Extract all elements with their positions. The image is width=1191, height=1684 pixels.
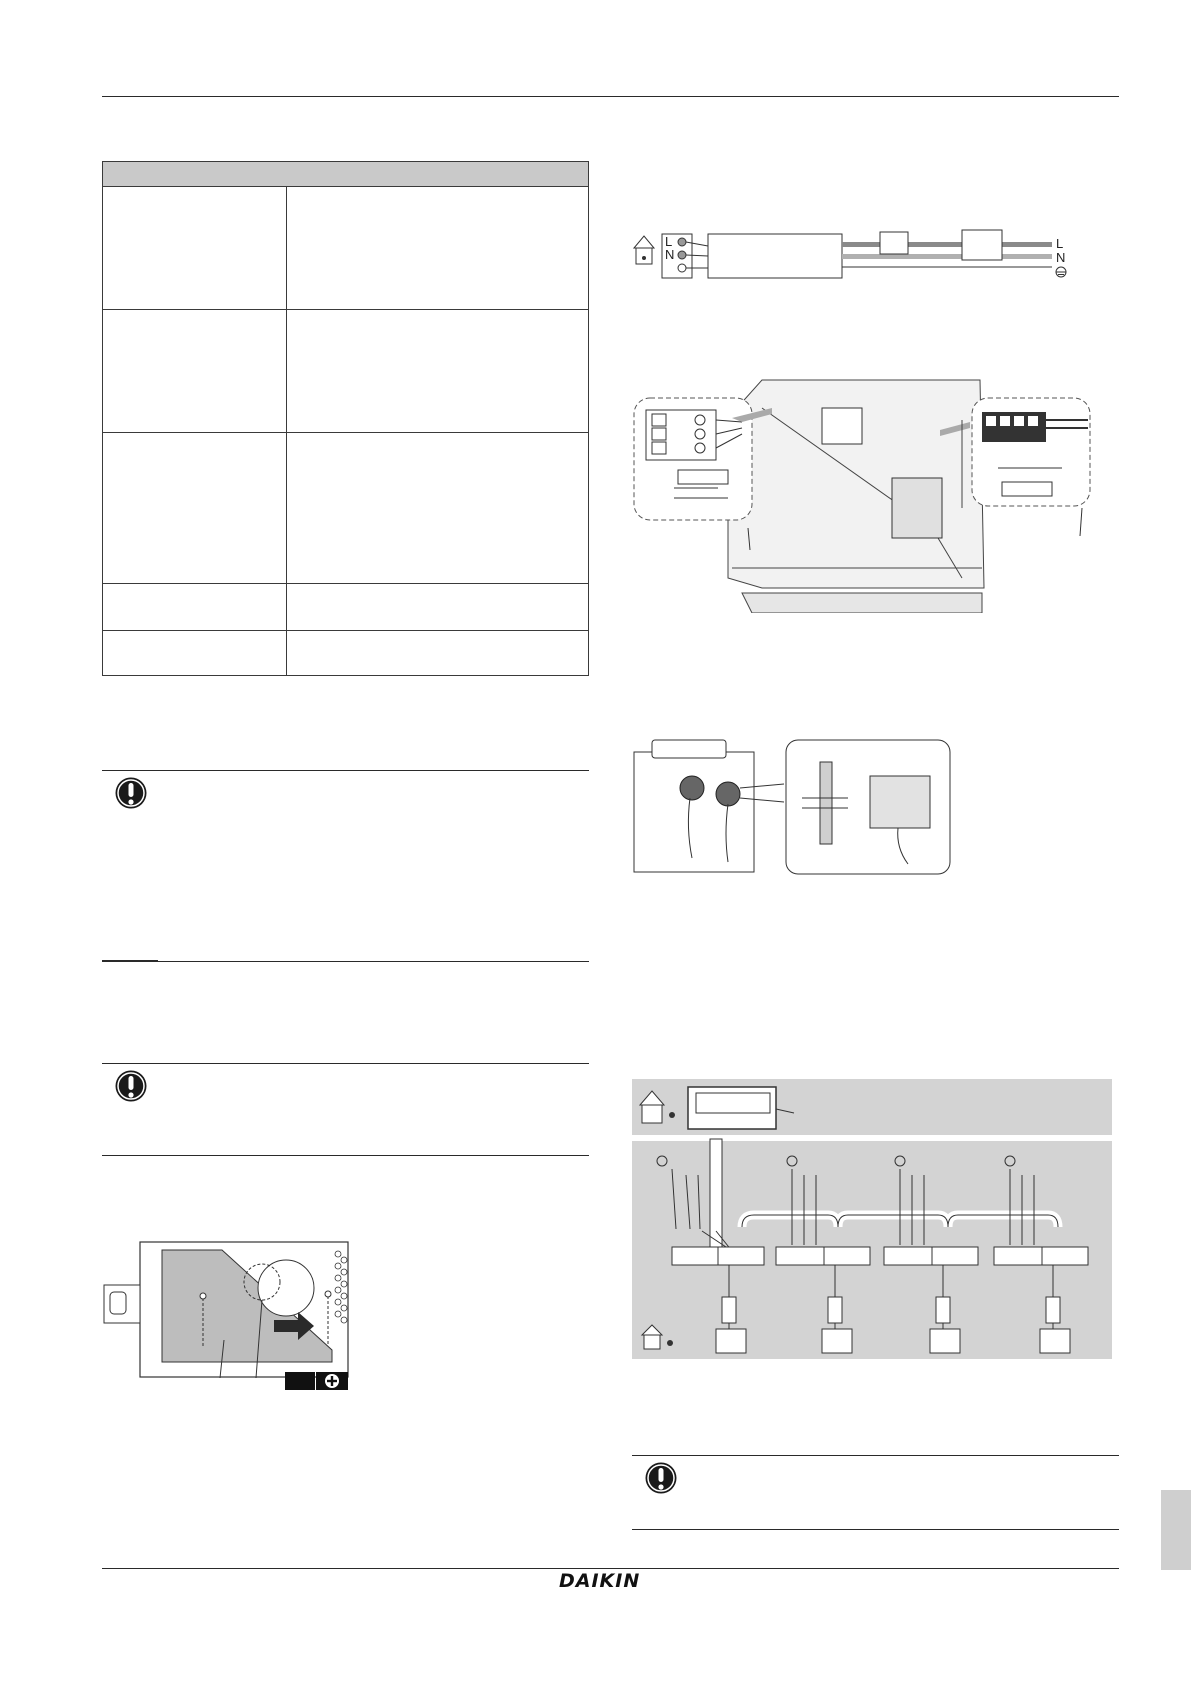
notice-rule: [102, 770, 589, 771]
table-row: [103, 631, 589, 676]
brand-logo: DAIKIN: [559, 1570, 641, 1592]
table-header-row: [103, 162, 589, 187]
live-label: L: [1056, 236, 1064, 251]
footer-rule: [102, 1568, 1119, 1569]
svg-text:L: L: [665, 234, 673, 249]
interconnection-diagram: [632, 1079, 1112, 1359]
exclamation-circle-icon: [644, 1461, 678, 1495]
header-rule: [102, 96, 1119, 97]
spec-table: [102, 161, 589, 676]
table-row: [103, 310, 589, 433]
exclamation-circle-icon: [114, 1069, 148, 1103]
terminal-detail-figure: [632, 378, 1092, 613]
exclamation-circle-icon: [114, 776, 148, 810]
table-header: [103, 162, 589, 187]
earth-ground-icon: [1056, 267, 1066, 277]
table-row: [103, 187, 589, 310]
notice-rule: [102, 961, 589, 962]
table-row: [103, 584, 589, 631]
notice-rule: [102, 1155, 589, 1156]
notice-rule: [632, 1529, 1119, 1530]
chapter-tab: [1161, 1490, 1191, 1570]
power-wiring-diagram: [632, 222, 1072, 290]
cable-gland-figure: [632, 738, 952, 878]
notice-rule: [632, 1455, 1119, 1456]
neutral-label: N: [1056, 250, 1066, 265]
svg-text:N: N: [665, 247, 675, 262]
house-icon: [634, 236, 654, 264]
table-row: [103, 433, 589, 584]
notice-divider: [102, 960, 158, 962]
notice-rule: [102, 1063, 589, 1064]
unit-cover-figure: [102, 1230, 352, 1390]
